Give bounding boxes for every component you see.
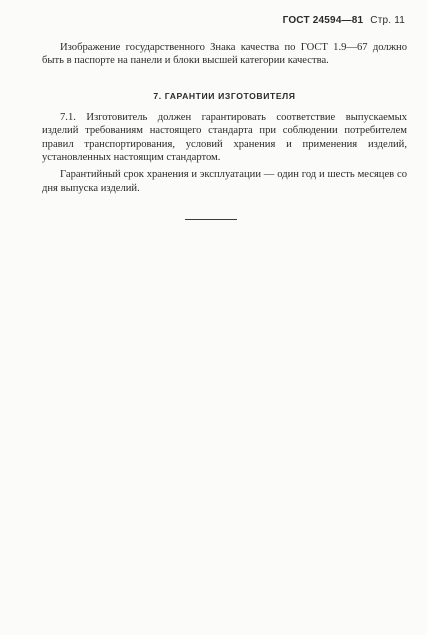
end-divider [185,219,237,220]
page-number: Стр. 11 [370,15,405,26]
section-paragraph-1: 7.1. Изготовитель должен гарантировать соответствие выпускаемых изделий требованиям настоящего стандарта при соблюдении потребителем правил транспортирования, условий хранения и применения изделий, установленных настоящим стандартом. [42,111,407,164]
section-title: 7. ГАРАНТИИ ИЗГОТОВИТЕЛЯ [153,90,296,101]
page-header [283,15,405,26]
intro-paragraph: Изображение государственного Знака качества по ГОСТ 1.9—67 должно быть в паспорте на панели и блоки высшей категории качества. [42,42,407,67]
standard-number: ГОСТ 24594—81 [282,15,364,26]
section-paragraph-2: Гарантийный срок хранения и эксплуатации — один год и шесть месяцев со дня выпуска изделий. [42,169,407,194]
document-body [42,41,407,220]
